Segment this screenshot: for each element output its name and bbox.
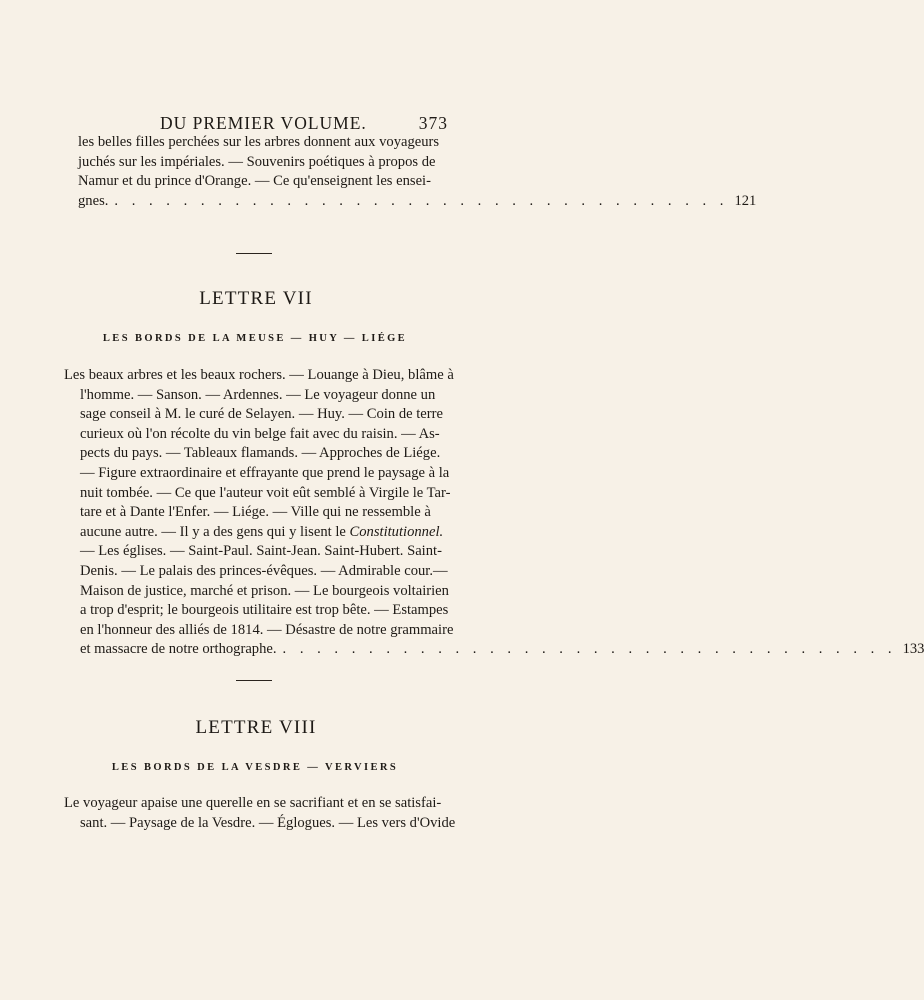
section-divider xyxy=(236,680,272,681)
summary-line: Namur et du prince d'Orange. — Ce qu'enseignent les ensei- xyxy=(78,173,431,190)
summary-line: — Les églises. — Saint-Paul. Saint-Jean. Saint-Hubert. Saint- xyxy=(80,543,442,560)
letter-vii-summary xyxy=(64,366,924,660)
letter-vii-subtitle: LES BORDS DE LA MEUSE — HUY — LIÉGE xyxy=(102,333,408,344)
summary-line: a trop d'esprit; le bourgeois utilitaire est trop bête. — Estampes xyxy=(80,602,449,619)
page-reference: 121 xyxy=(734,192,757,209)
summary-last-line xyxy=(78,192,757,212)
summary-line: Le voyageur apaise une querelle en se sacrifiant et en se satisfai- xyxy=(64,795,442,811)
running-head-title: DU PREMIER VOLUME. xyxy=(160,113,367,133)
letter-viii-title: LETTRE VIII xyxy=(195,717,317,738)
summary-line: en l'honneur des alliés de 1814. — Désastre de notre grammaire xyxy=(80,621,454,638)
summary-line: sant. — Paysage de la Vesdre. — Églogues. — Les vers d'Ovide xyxy=(80,814,456,831)
summary-last-line xyxy=(64,640,924,660)
summary-line: pects du pays. — Tableaux flamands. — Approches de Liége. xyxy=(80,445,441,462)
summary-line xyxy=(64,523,446,543)
summary-line: juchés sur les impériales. — Souvenirs poétiques à propos de xyxy=(78,153,436,170)
leader-dots: . . . . . . . . . . . . . . . . . . . . . . . . . . . . . . . . . . . . xyxy=(282,641,897,658)
leader-dots: . . . . . . . . . . . . . . . . . . . . . . . . . . . . . . . . . . . . xyxy=(114,192,729,209)
summary-last-text: gnes. xyxy=(78,192,109,209)
summary-line: — Figure extraordinaire et effrayante que prend le paysage à la xyxy=(80,464,450,481)
summary-line: curieux où l'on récolte du vin belge fait avec du raisin. — As- xyxy=(80,425,440,442)
section-divider xyxy=(236,253,272,254)
summary-line: tare et à Dante l'Enfer. — Liége. — Ville qui ne ressemble à xyxy=(80,504,431,521)
summary-line: Denis. — Le palais des princes-évêques. — Admirable cour.— xyxy=(80,562,448,579)
summary-text: aucune autre. — Il y a des gens qui y lisent le xyxy=(80,523,346,540)
summary-line: les belles filles perchées sur les arbres donnent aux voyageurs xyxy=(78,134,440,150)
letter-vii-title: LETTRE VII xyxy=(199,288,313,309)
summary-line: nuit tombée. — Ce que l'auteur voit eût semblé à Virgile le Tar- xyxy=(80,484,451,501)
summary-line: Les beaux arbres et les beaux rochers. — Louange à Dieu, blâme à xyxy=(64,367,454,383)
page-number: 373 xyxy=(418,113,448,133)
previous-letter-summary xyxy=(78,133,757,211)
summary-line: Maison de justice, marché et prison. — Le bourgeois voltairien xyxy=(80,582,449,599)
summary-line: sage conseil à M. le curé de Selayen. — Huy. — Coin de terre xyxy=(80,406,443,423)
summary-last-text: et massacre de notre orthographe. xyxy=(80,641,277,658)
page-reference: 133 xyxy=(902,641,924,658)
summary-line: l'homme. — Sanson. — Ardennes. — Le voyageur donne un xyxy=(80,386,436,403)
letter-viii-summary xyxy=(64,794,456,833)
letter-viii-subtitle: LES BORDS DE LA VESDRE — VERVIERS xyxy=(111,762,399,773)
newspaper-title: Constitutionnel. xyxy=(349,523,444,540)
